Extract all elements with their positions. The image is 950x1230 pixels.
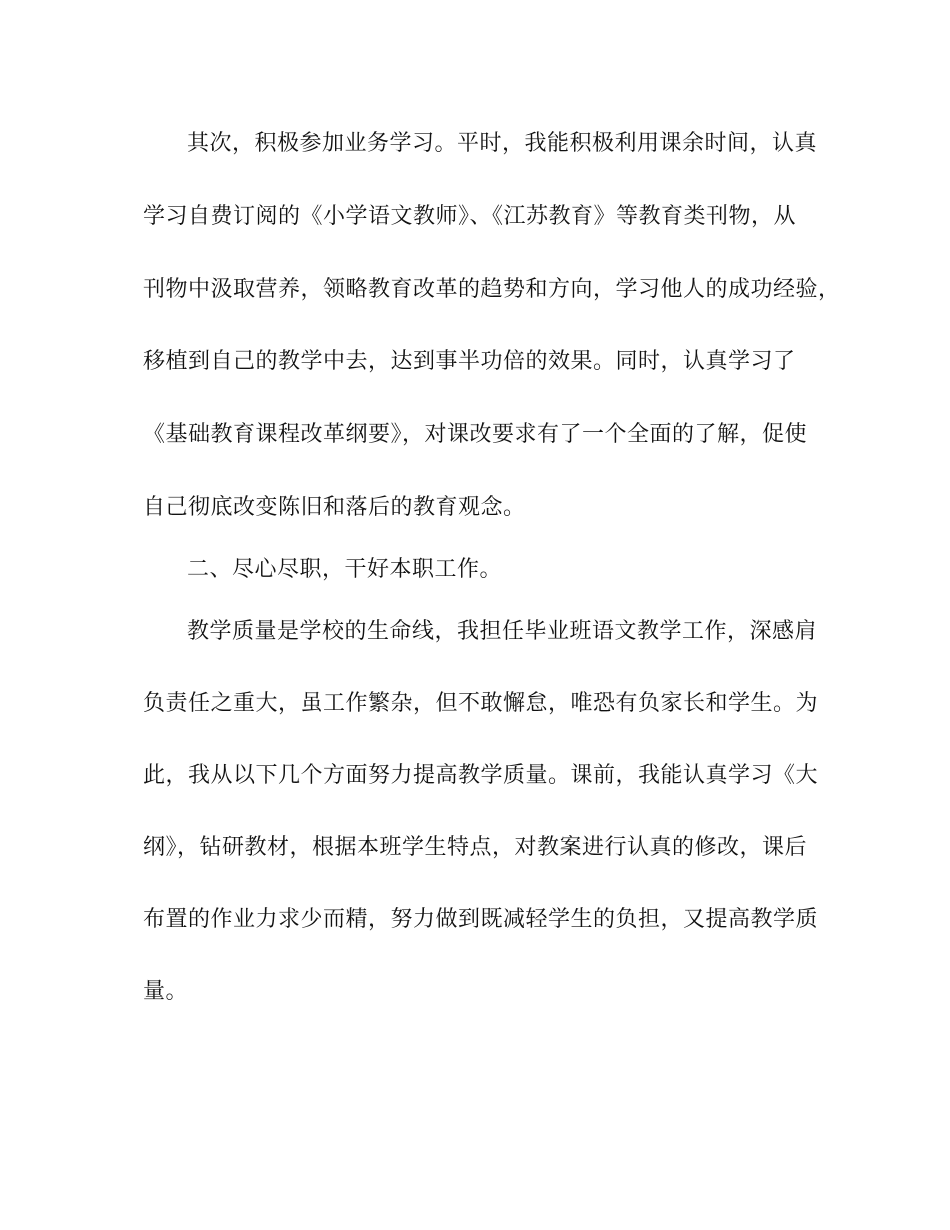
paragraph-line: 布置的作业力求少而精，努力做到既减轻学生的负担，又提高教学质 — [143, 907, 819, 932]
paragraph-line: 刊物中汲取营养，领略教育改革的趋势和方向，学习他人的成功经验， — [143, 277, 841, 302]
section-heading: 二、尽心尽职，干好本职工作。 — [187, 557, 503, 582]
paragraph-line: 纲》，钻研教材，根据本班学生特点，对教案进行认真的修改，课后 — [143, 835, 808, 860]
paragraph-line: 教学质量是学校的生命线，我担任毕业班语文教学工作，深感肩 — [187, 619, 818, 644]
paragraph-line: 其次，积极参加业务学习。平时，我能积极利用课余时间，认真 — [187, 131, 818, 156]
paragraph-line: 《基础教育课程改革纲要》，对课改要求有了一个全面的了解，促使 — [143, 422, 808, 447]
paragraph-line: 自己彻底改变陈旧和落后的教育观念。 — [143, 495, 526, 520]
paragraph-line: 负责任之重大，虽工作繁杂，但不敢懈怠，唯恐有负家长和学生。为 — [143, 691, 819, 716]
paragraph-line: 移植到自己的教学中去，达到事半功倍的效果。同时，认真学习了 — [143, 349, 796, 374]
paragraph-line: 此，我从以下几个方面努力提高教学质量。课前，我能认真学习《大 — [143, 763, 819, 788]
paragraph-line: 学习自费订阅的《小学语文教师》、《江苏教育》等教育类刊物，从 — [143, 204, 797, 229]
paragraph-line: 量。 — [143, 979, 189, 1004]
